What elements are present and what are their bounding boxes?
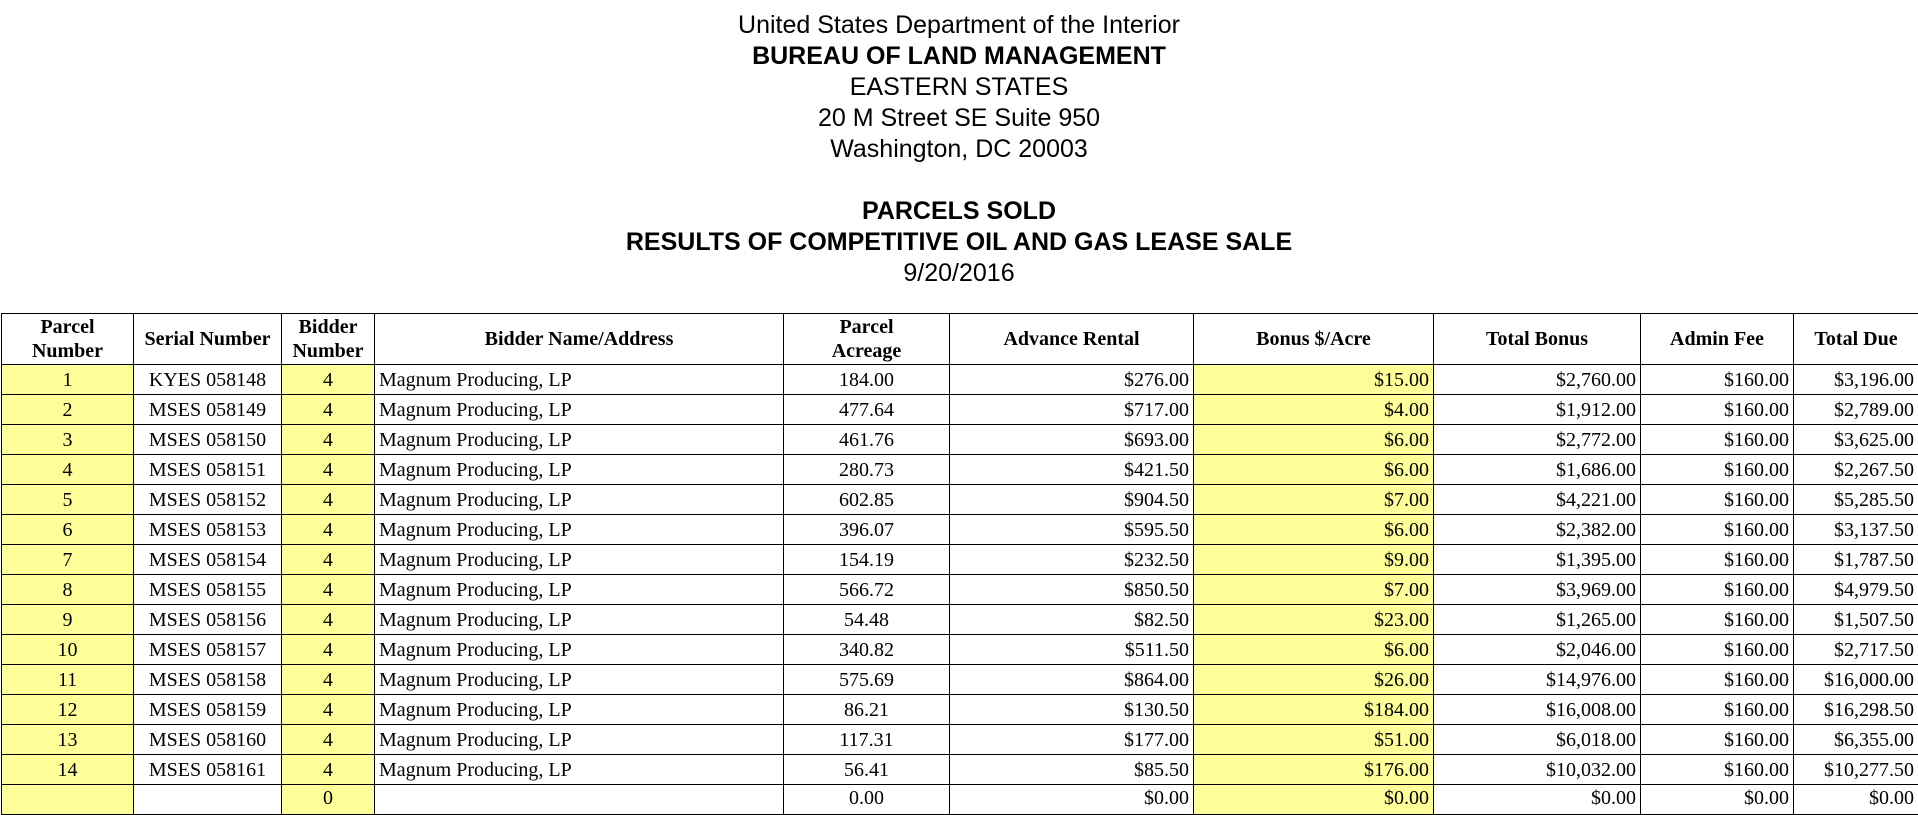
cell-bidder-name: Magnum Producing, LP (375, 365, 784, 395)
cell-total-due: $10,277.50 (1794, 755, 1918, 785)
cell-bonus-per-acre: $0.00 (1194, 785, 1434, 815)
report-subtitle: RESULTS OF COMPETITIVE OIL AND GAS LEASE SALE (0, 227, 1918, 258)
table-row (2, 455, 1918, 485)
cell-bidder-number: 4 (282, 605, 375, 635)
cell-advance-rental: $904.50 (950, 485, 1194, 515)
cell-parcel-acreage: 184.00 (784, 365, 950, 395)
cell-parcel-acreage: 117.31 (784, 725, 950, 755)
cell-total-bonus: $1,265.00 (1434, 605, 1641, 635)
table-row (2, 365, 1918, 395)
cell-bonus-per-acre: $15.00 (1194, 365, 1434, 395)
cell-bidder-name: Magnum Producing, LP (375, 695, 784, 725)
cell-admin-fee: $160.00 (1641, 515, 1794, 545)
cell-serial-number: MSES 058155 (134, 575, 282, 605)
report-title: PARCELS SOLD (0, 196, 1918, 227)
cell-admin-fee: $160.00 (1641, 485, 1794, 515)
table-row (2, 605, 1918, 635)
cell-total-bonus: $14,976.00 (1434, 665, 1641, 695)
cell-parcel-number: 4 (2, 455, 134, 485)
table-row (2, 575, 1918, 605)
cell-admin-fee: $160.00 (1641, 365, 1794, 395)
bureau-name: BUREAU OF LAND MANAGEMENT (0, 41, 1918, 72)
col-header-bidder-number: Bidder Number (282, 314, 375, 365)
cell-total-bonus: $2,760.00 (1434, 365, 1641, 395)
cell-parcel-number: 10 (2, 635, 134, 665)
col-header-total-bonus: Total Bonus (1434, 314, 1641, 365)
cell-total-bonus: $2,046.00 (1434, 635, 1641, 665)
cell-bonus-per-acre: $7.00 (1194, 575, 1434, 605)
table-row (2, 515, 1918, 545)
cell-parcel-acreage: 602.85 (784, 485, 950, 515)
cell-total-due: $1,787.50 (1794, 545, 1918, 575)
table-row (2, 635, 1918, 665)
cell-admin-fee: $160.00 (1641, 395, 1794, 425)
cell-bidder-number: 0 (282, 785, 375, 815)
cell-total-due: $3,137.50 (1794, 515, 1918, 545)
cell-parcel-number: 1 (2, 365, 134, 395)
cell-bonus-per-acre: $7.00 (1194, 485, 1434, 515)
cell-bidder-number: 4 (282, 665, 375, 695)
cell-total-bonus: $4,221.00 (1434, 485, 1641, 515)
cell-total-due: $16,298.50 (1794, 695, 1918, 725)
cell-advance-rental: $0.00 (950, 785, 1194, 815)
cell-parcel-acreage: 340.82 (784, 635, 950, 665)
cell-parcel-acreage: 477.64 (784, 395, 950, 425)
office-name: EASTERN STATES (0, 72, 1918, 103)
cell-bidder-number: 4 (282, 635, 375, 665)
cell-parcel-number: 12 (2, 695, 134, 725)
cell-serial-number: MSES 058152 (134, 485, 282, 515)
col-header-bonus-per-acre: Bonus $/Acre (1194, 314, 1434, 365)
cell-bidder-name: Magnum Producing, LP (375, 485, 784, 515)
table-row (2, 755, 1918, 785)
cell-bidder-number: 4 (282, 425, 375, 455)
cell-bidder-number: 4 (282, 365, 375, 395)
cell-bidder-name: Magnum Producing, LP (375, 665, 784, 695)
cell-bonus-per-acre: $184.00 (1194, 695, 1434, 725)
cell-advance-rental: $232.50 (950, 545, 1194, 575)
cell-advance-rental: $130.50 (950, 695, 1194, 725)
cell-admin-fee: $0.00 (1641, 785, 1794, 815)
cell-total-bonus: $3,969.00 (1434, 575, 1641, 605)
street-address: 20 M Street SE Suite 950 (0, 103, 1918, 134)
cell-bidder-name: Magnum Producing, LP (375, 605, 784, 635)
cell-parcel-acreage: 0.00 (784, 785, 950, 815)
cell-advance-rental: $177.00 (950, 725, 1194, 755)
table-header-row (2, 314, 1918, 365)
cell-bidder-number: 4 (282, 575, 375, 605)
cell-parcel-acreage: 86.21 (784, 695, 950, 725)
cell-parcel-number: 7 (2, 545, 134, 575)
document-header (0, 10, 1918, 289)
table-row (2, 425, 1918, 455)
cell-bidder-name: Magnum Producing, LP (375, 425, 784, 455)
parcels-sold-table (1, 313, 1918, 815)
cell-admin-fee: $160.00 (1641, 665, 1794, 695)
cell-total-due: $0.00 (1794, 785, 1918, 815)
cell-parcel-number: 9 (2, 605, 134, 635)
cell-total-due: $3,625.00 (1794, 425, 1918, 455)
cell-bidder-number: 4 (282, 455, 375, 485)
col-header-advance-rental: Advance Rental (950, 314, 1194, 365)
cell-total-due: $2,717.50 (1794, 635, 1918, 665)
sale-date: 9/20/2016 (0, 258, 1918, 289)
cell-advance-rental: $511.50 (950, 635, 1194, 665)
cell-total-due: $5,285.50 (1794, 485, 1918, 515)
cell-total-bonus: $6,018.00 (1434, 725, 1641, 755)
cell-parcel-acreage: 575.69 (784, 665, 950, 695)
cell-serial-number: MSES 058151 (134, 455, 282, 485)
cell-bidder-name: Magnum Producing, LP (375, 455, 784, 485)
table-row (2, 725, 1918, 755)
table-row (2, 695, 1918, 725)
cell-bidder-name: Magnum Producing, LP (375, 635, 784, 665)
cell-serial-number: MSES 058160 (134, 725, 282, 755)
cell-admin-fee: $160.00 (1641, 545, 1794, 575)
col-header-bidder-name: Bidder Name/Address (375, 314, 784, 365)
cell-bidder-name: Magnum Producing, LP (375, 545, 784, 575)
cell-bidder-number: 4 (282, 485, 375, 515)
cell-bidder-number: 4 (282, 725, 375, 755)
cell-parcel-acreage: 56.41 (784, 755, 950, 785)
cell-parcel-number: 11 (2, 665, 134, 695)
cell-parcel-number: 2 (2, 395, 134, 425)
col-header-parcel-acreage: Parcel Acreage (784, 314, 950, 365)
cell-bonus-per-acre: $26.00 (1194, 665, 1434, 695)
cell-advance-rental: $421.50 (950, 455, 1194, 485)
cell-advance-rental: $82.50 (950, 605, 1194, 635)
col-header-total-due: Total Due (1794, 314, 1918, 365)
cell-serial-number: MSES 058149 (134, 395, 282, 425)
cell-bonus-per-acre: $6.00 (1194, 425, 1434, 455)
cell-bonus-per-acre: $4.00 (1194, 395, 1434, 425)
city-address: Washington, DC 20003 (0, 134, 1918, 165)
cell-bidder-number: 4 (282, 755, 375, 785)
cell-admin-fee: $160.00 (1641, 425, 1794, 455)
cell-serial-number: MSES 058161 (134, 755, 282, 785)
cell-total-bonus: $10,032.00 (1434, 755, 1641, 785)
cell-advance-rental: $693.00 (950, 425, 1194, 455)
cell-advance-rental: $717.00 (950, 395, 1194, 425)
cell-serial-number: MSES 058156 (134, 605, 282, 635)
cell-parcel-number: 6 (2, 515, 134, 545)
cell-advance-rental: $864.00 (950, 665, 1194, 695)
cell-bonus-per-acre: $9.00 (1194, 545, 1434, 575)
cell-parcel-acreage: 154.19 (784, 545, 950, 575)
table-row (2, 545, 1918, 575)
cell-total-due: $3,196.00 (1794, 365, 1918, 395)
cell-total-due: $16,000.00 (1794, 665, 1918, 695)
cell-serial-number: MSES 058154 (134, 545, 282, 575)
cell-parcel-acreage: 461.76 (784, 425, 950, 455)
cell-total-due: $4,979.50 (1794, 575, 1918, 605)
cell-total-due: $1,507.50 (1794, 605, 1918, 635)
table-row (2, 395, 1918, 425)
cell-bonus-per-acre: $6.00 (1194, 455, 1434, 485)
cell-parcel-acreage: 280.73 (784, 455, 950, 485)
table-row (2, 485, 1918, 515)
col-header-serial-number: Serial Number (134, 314, 282, 365)
col-header-admin-fee: Admin Fee (1641, 314, 1794, 365)
cell-admin-fee: $160.00 (1641, 695, 1794, 725)
cell-parcel-acreage: 566.72 (784, 575, 950, 605)
cell-total-bonus: $1,395.00 (1434, 545, 1641, 575)
cell-bonus-per-acre: $23.00 (1194, 605, 1434, 635)
cell-bidder-number: 4 (282, 695, 375, 725)
cell-parcel-acreage: 54.48 (784, 605, 950, 635)
cell-advance-rental: $276.00 (950, 365, 1194, 395)
cell-parcel-number: 3 (2, 425, 134, 455)
cell-parcel-number: 5 (2, 485, 134, 515)
cell-parcel-number: 13 (2, 725, 134, 755)
cell-total-bonus: $1,912.00 (1434, 395, 1641, 425)
cell-total-bonus: $2,772.00 (1434, 425, 1641, 455)
cell-admin-fee: $160.00 (1641, 635, 1794, 665)
cell-serial-number: MSES 058158 (134, 665, 282, 695)
cell-total-bonus: $1,686.00 (1434, 455, 1641, 485)
cell-total-due: $2,267.50 (1794, 455, 1918, 485)
cell-bonus-per-acre: $6.00 (1194, 635, 1434, 665)
cell-bidder-name: Magnum Producing, LP (375, 755, 784, 785)
cell-total-due: $6,355.00 (1794, 725, 1918, 755)
cell-serial-number: MSES 058150 (134, 425, 282, 455)
cell-bidder-name: Magnum Producing, LP (375, 395, 784, 425)
cell-parcel-number: 8 (2, 575, 134, 605)
cell-parcel-number: 14 (2, 755, 134, 785)
cell-total-bonus: $2,382.00 (1434, 515, 1641, 545)
cell-admin-fee: $160.00 (1641, 575, 1794, 605)
col-header-parcel-number: Parcel Number (2, 314, 134, 365)
cell-advance-rental: $850.50 (950, 575, 1194, 605)
cell-bidder-name: Magnum Producing, LP (375, 575, 784, 605)
cell-serial-number: MSES 058157 (134, 635, 282, 665)
table-row (2, 665, 1918, 695)
cell-parcel-acreage: 396.07 (784, 515, 950, 545)
cell-serial-number: KYES 058148 (134, 365, 282, 395)
cell-total-bonus: $16,008.00 (1434, 695, 1641, 725)
cell-admin-fee: $160.00 (1641, 455, 1794, 485)
cell-advance-rental: $595.50 (950, 515, 1194, 545)
cell-admin-fee: $160.00 (1641, 755, 1794, 785)
cell-bidder-number: 4 (282, 515, 375, 545)
cell-admin-fee: $160.00 (1641, 725, 1794, 755)
cell-total-due: $2,789.00 (1794, 395, 1918, 425)
cell-bidder-name: Magnum Producing, LP (375, 725, 784, 755)
cell-bidder-number: 4 (282, 395, 375, 425)
cell-bidder-name: Magnum Producing, LP (375, 515, 784, 545)
cell-serial-number: MSES 058159 (134, 695, 282, 725)
cell-total-bonus: $0.00 (1434, 785, 1641, 815)
cell-admin-fee: $160.00 (1641, 605, 1794, 635)
cell-bonus-per-acre: $51.00 (1194, 725, 1434, 755)
cell-serial-number: MSES 058153 (134, 515, 282, 545)
cell-advance-rental: $85.50 (950, 755, 1194, 785)
cell-bonus-per-acre: $6.00 (1194, 515, 1434, 545)
department-name: United States Department of the Interior (0, 10, 1918, 41)
cell-bonus-per-acre: $176.00 (1194, 755, 1434, 785)
cell-bidder-number: 4 (282, 545, 375, 575)
